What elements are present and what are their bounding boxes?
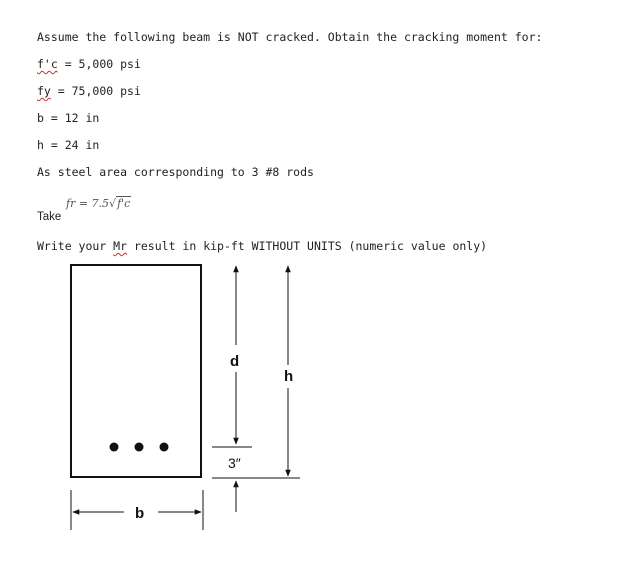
fc-label: f'c <box>37 57 58 71</box>
problem-intro: Assume the following beam is NOT cracked. Obtain the cracking moment for: <box>37 30 543 44</box>
take-label: Take <box>37 211 62 223</box>
h-line: h = 24 in <box>37 138 100 152</box>
fy-value: = 75,000 psi <box>50 84 141 98</box>
formula-lhs: fr = 7.5 <box>66 197 110 210</box>
b-line: b = 12 in <box>37 111 100 125</box>
answer-post: result in kip-ft WITHOUT UNITS (numeric value only) <box>127 239 488 253</box>
answer-mr: Mr <box>113 239 128 253</box>
rebar-dot <box>135 443 144 452</box>
b-label: b <box>135 505 145 522</box>
formula-root: f'c <box>117 197 131 210</box>
cracking-formula: fr = 7.5√f'c <box>66 197 131 210</box>
as-line: As steel area corresponding to 3 #8 rods <box>37 165 314 179</box>
cover-label: 3″ <box>228 455 241 471</box>
rebar-dot <box>110 443 119 452</box>
d-label: d <box>230 353 240 370</box>
rebar-dot <box>160 443 169 452</box>
answer-pre: Write your <box>37 239 114 253</box>
fy-label: fy <box>37 84 51 98</box>
h-label: h <box>284 368 294 385</box>
fc-value: = 5,000 psi <box>57 57 141 71</box>
